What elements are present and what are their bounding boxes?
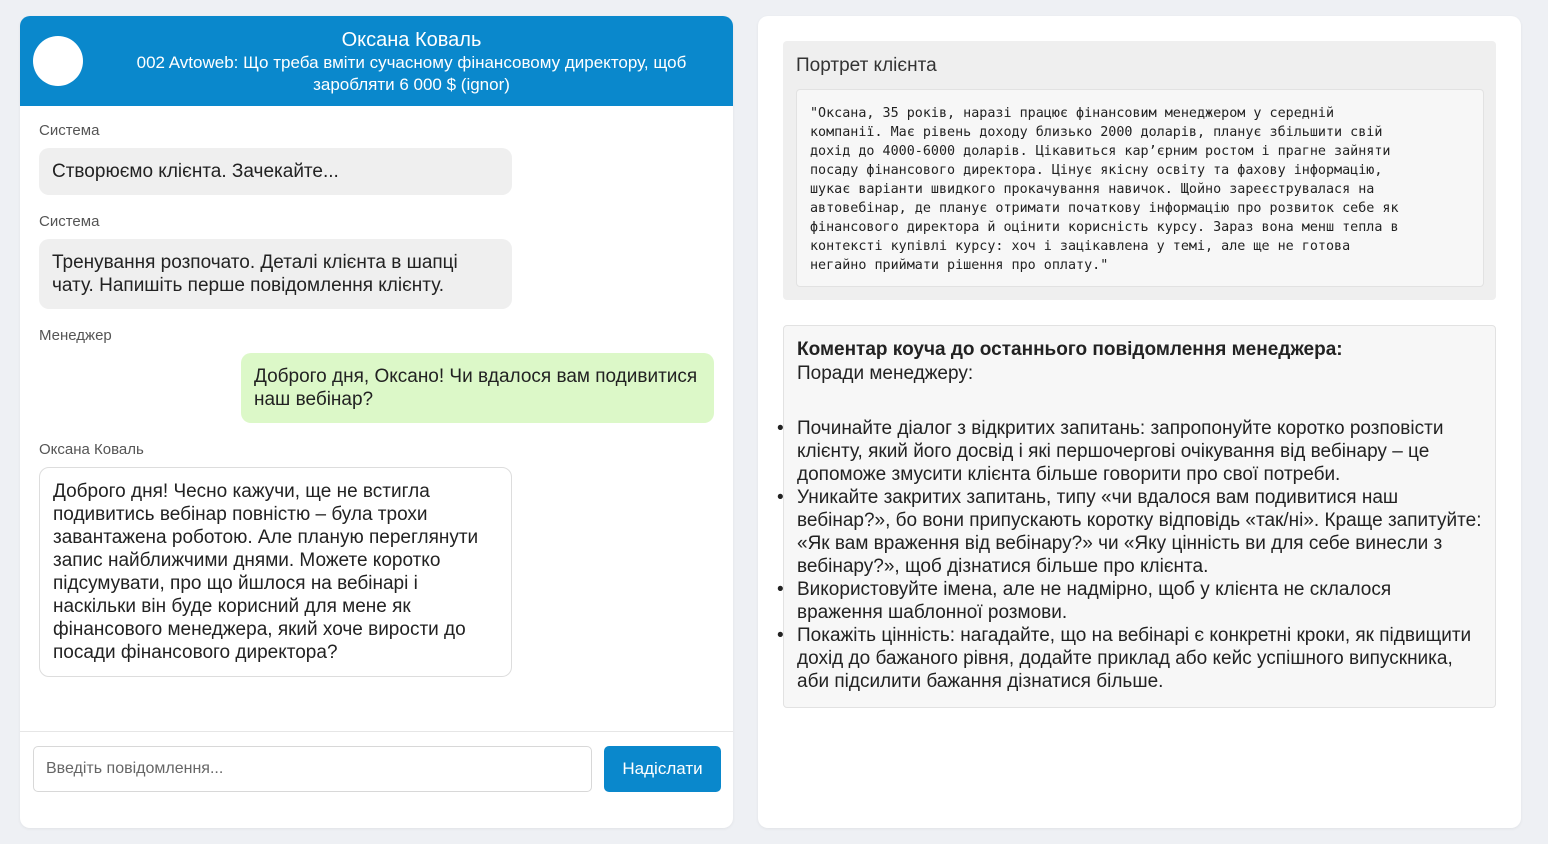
client-avatar xyxy=(33,36,83,86)
manager-message-bubble: Доброго дня, Оксано! Чи вдалося вам подивитися наш вебінар? xyxy=(241,353,714,423)
message-author: Менеджер xyxy=(39,327,112,344)
chat-header xyxy=(20,16,733,106)
chat-header-info xyxy=(100,28,723,96)
coach-tip: • Уникайте закритих запитань, типу «чи вдалося вам подивитися наш вебінар?», бо вони припускають коротку відповідь «так/ні». Краще запитуйте: «Як вам враження від вебінару?» чи «Яку цінність ви для себе винесли з вебінару?», щоб дізнатися більше про клієнта. xyxy=(797,486,1482,578)
coach-tip: • Використовуйте імена, але не надмірно, щоб у клієнта не склалося враження шаблонної розмови. xyxy=(797,578,1482,624)
client-message-bubble: Доброго дня! Чесно кажучи, ще не встигла подивитись вебінар повністю – була трохи завантажена роботою. Але планую переглянути запис найближчими днями. Можете коротко підсумувати, про що йшлося на вебінарі і наскільки він буде корисний для мене як фінансового менеджера, який хоче вирости до посади фінансового директора? xyxy=(39,467,512,677)
send-button[interactable]: Надіслати xyxy=(604,746,721,792)
message-author: Оксана Коваль xyxy=(39,441,144,458)
webinar-title: 002 Avtoweb: Що треба вміти сучасному фінансовому директору, щоб заробляти 6 000 $ (ignor) xyxy=(136,53,687,94)
system-message-bubble: Тренування розпочато. Деталі клієнта в шапці чату. Напишіть перше повідомлення клієнту. xyxy=(39,239,512,309)
message-list xyxy=(20,106,733,677)
message-author: Система xyxy=(39,122,100,139)
message-item xyxy=(39,213,714,309)
portrait-text: "Оксана, 35 років, наразі працює фінансовим менеджером у середній компанії. Має рівень доходу близько 2000 доларів, планує збільшити свій дохід до 4000-6000 доларів. Цікавиться кар’єрним ростом і прагне зайняти посаду фінансового директора. Цінує якісну освіту та фахову інформацію, шукає варіанти швидкого прокачування навичок. Щойно зареєструвалася на автовебінар, де планує отримати початкову інформацію про розвиток себе як фінансового директора й оцінити корисність курсу. Зараз вона менш тепла в контексті купівлі курсу: хоч і зацікавлена у темі, але ще не готова негайно приймати рішення про оплату." xyxy=(796,89,1484,287)
coach-tip: • Покажіть цінність: нагадайте, що на вебінарі є конкретні кроки, як підвищити дохід до бажаного рівня, додайте приклад або кейс успішного випускника, аби підсилити бажання дізнатися більше. xyxy=(797,624,1482,693)
chat-panel xyxy=(20,16,733,828)
message-item xyxy=(39,122,714,195)
message-item xyxy=(39,327,714,423)
portrait-title: Портрет клієнта xyxy=(796,55,937,76)
coach-tips-list xyxy=(797,417,1482,693)
message-author: Система xyxy=(39,213,100,230)
coach-title: Коментар коуча до останнього повідомлення менеджера: xyxy=(797,339,1343,360)
system-message-bubble: Створюємо клієнта. Зачекайте... xyxy=(39,148,512,195)
client-portrait-card xyxy=(783,41,1496,300)
info-panel xyxy=(758,16,1521,828)
message-item xyxy=(39,441,714,677)
coach-subtitle: Поради менеджеру: xyxy=(797,363,974,384)
coach-comment-card xyxy=(783,325,1496,708)
message-composer xyxy=(20,731,733,828)
message-input[interactable] xyxy=(33,746,592,792)
client-name: Оксана Коваль xyxy=(341,29,482,51)
coach-tip: • Починайте діалог з відкритих запитань: запропонуйте коротко розповісти клієнту, який його досвід і які першочергові очікування від вебінару – це допоможе змусити клієнта більше говорити про свої потреби. xyxy=(797,417,1482,486)
